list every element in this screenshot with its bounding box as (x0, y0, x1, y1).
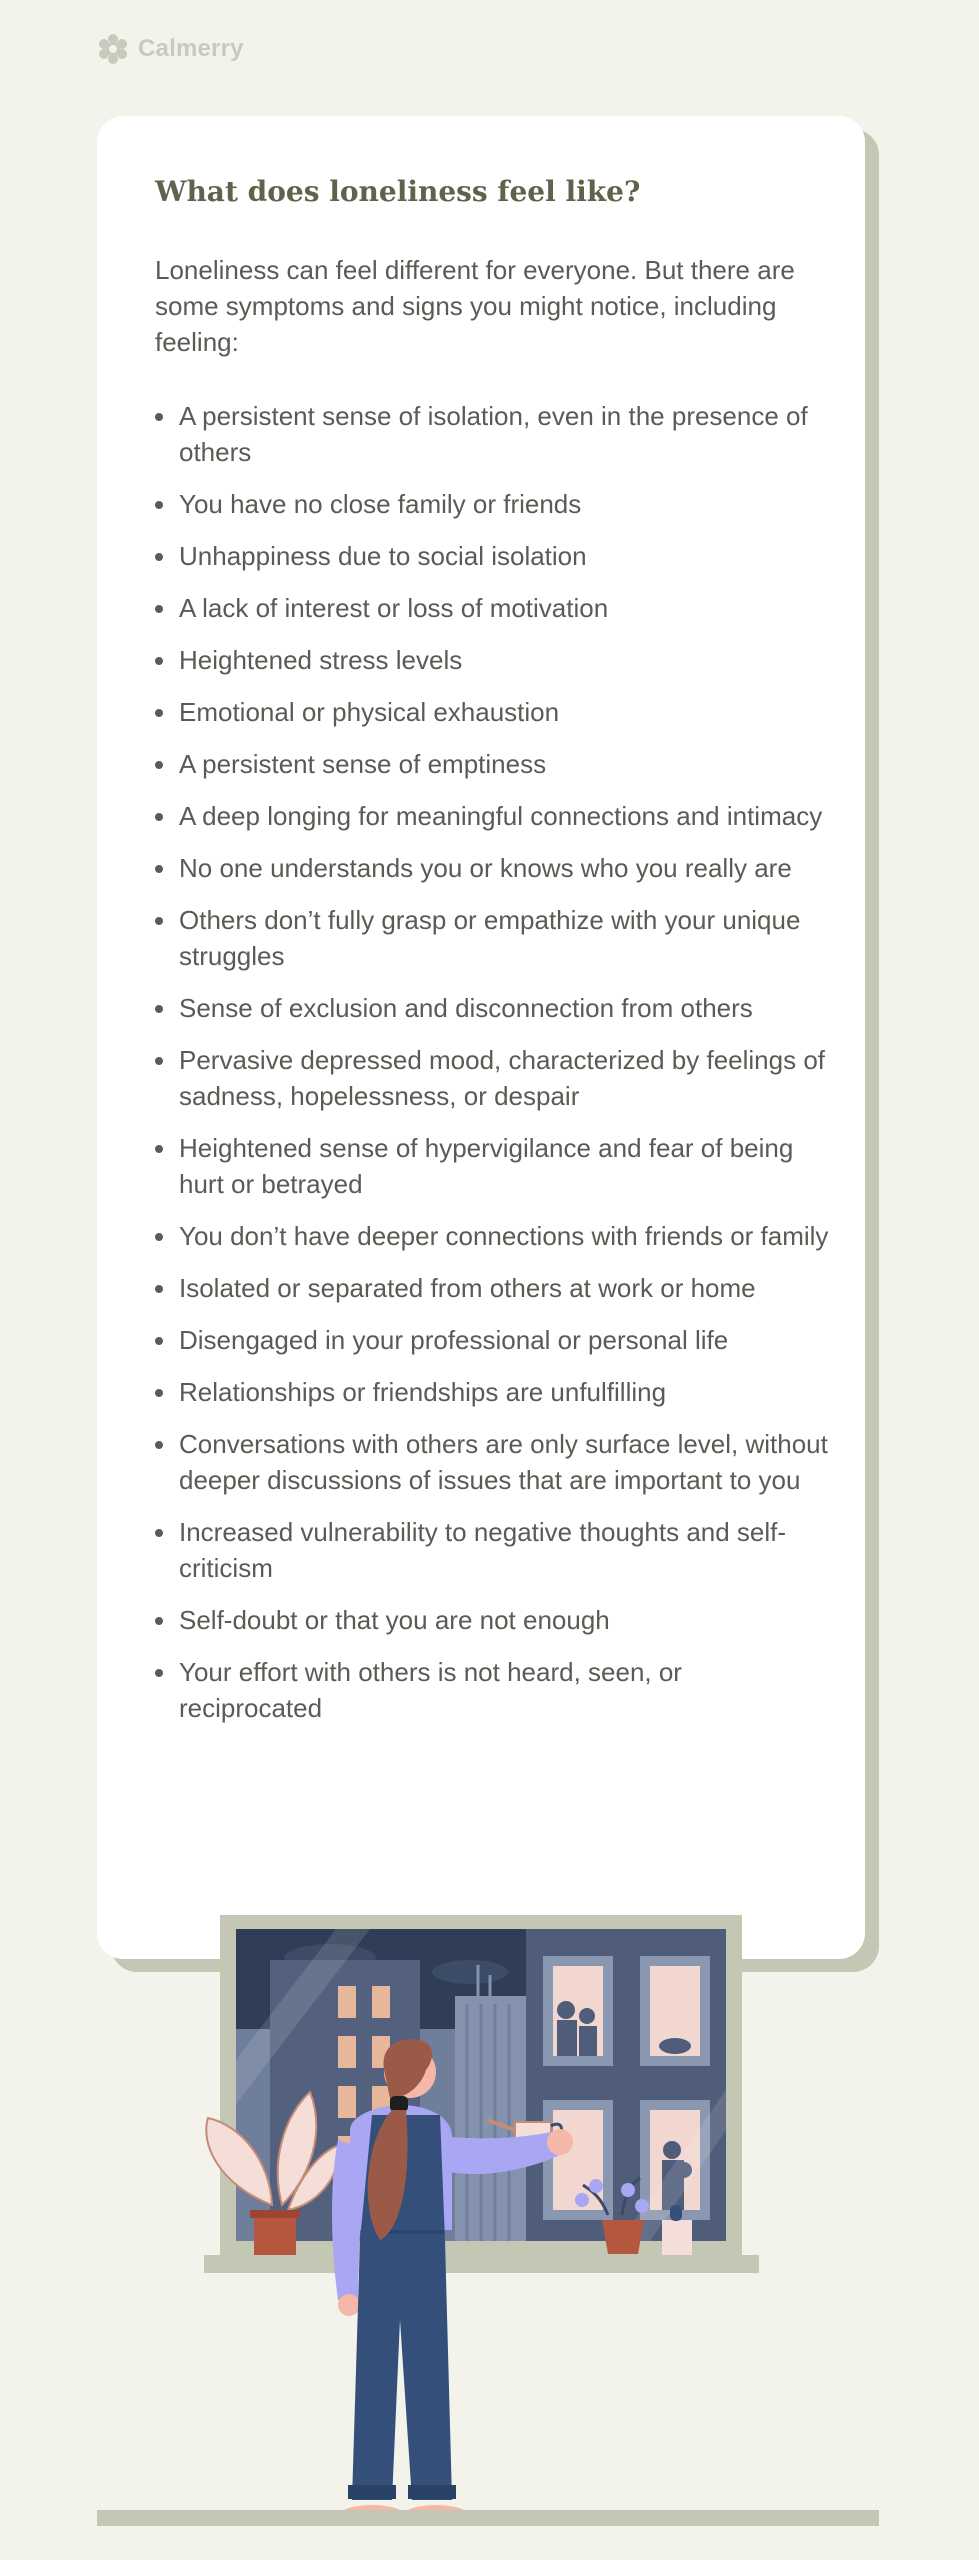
list-item: No one understands you or knows who you really are (155, 850, 831, 886)
ground-line (97, 2510, 879, 2526)
card-title: What does loneliness feel like? (155, 175, 641, 208)
woman-at-window-illustration (0, 1900, 979, 2540)
list-item: Heightened stress levels (155, 642, 831, 678)
list-item: You don’t have deeper connections with friends or family (155, 1218, 831, 1254)
brand-name: Calmerry (138, 35, 244, 62)
list-item: Your effort with others is not heard, seen, or reciprocated (155, 1654, 831, 1726)
list-item: A persistent sense of isolation, even in the presence of others (155, 398, 831, 470)
list-item: Pervasive depressed mood, characterized by feelings of sadness, hopelessness, or despair (155, 1042, 831, 1114)
list-item: Disengaged in your professional or personal life (155, 1322, 831, 1358)
list-item: A deep longing for meaningful connections and intimacy (155, 798, 831, 834)
list-item: Isolated or separated from others at work or home (155, 1270, 831, 1306)
list-item: Sense of exclusion and disconnection from others (155, 990, 831, 1026)
list-item: A persistent sense of emptiness (155, 746, 831, 782)
brand-logo[interactable] (98, 34, 244, 64)
list-item: Conversations with others are only surface level, without deeper discussions of issues that are important to you (155, 1426, 831, 1498)
list-item: Heightened sense of hypervigilance and fear of being hurt or betrayed (155, 1130, 831, 1202)
list-item: Others don’t fully grasp or empathize with your unique struggles (155, 902, 831, 974)
content-card (97, 116, 865, 1959)
list-item: Relationships or friendships are unfulfilling (155, 1374, 831, 1410)
card-intro: Loneliness can feel different for everyone. But there are some symptoms and signs you might notice, including feeling: (155, 255, 795, 358)
flower-icon (98, 34, 128, 64)
list-item: Increased vulnerability to negative thoughts and self-criticism (155, 1514, 831, 1586)
symptom-list (155, 398, 829, 1726)
window-sill (204, 2255, 759, 2273)
list-item: You have no close family or friends (155, 486, 831, 522)
list-item: Emotional or physical exhaustion (155, 694, 831, 730)
list-item: Unhappiness due to social isolation (155, 538, 831, 574)
list-item: Self-doubt or that you are not enough (155, 1602, 831, 1638)
list-item: A lack of interest or loss of motivation (155, 590, 831, 626)
